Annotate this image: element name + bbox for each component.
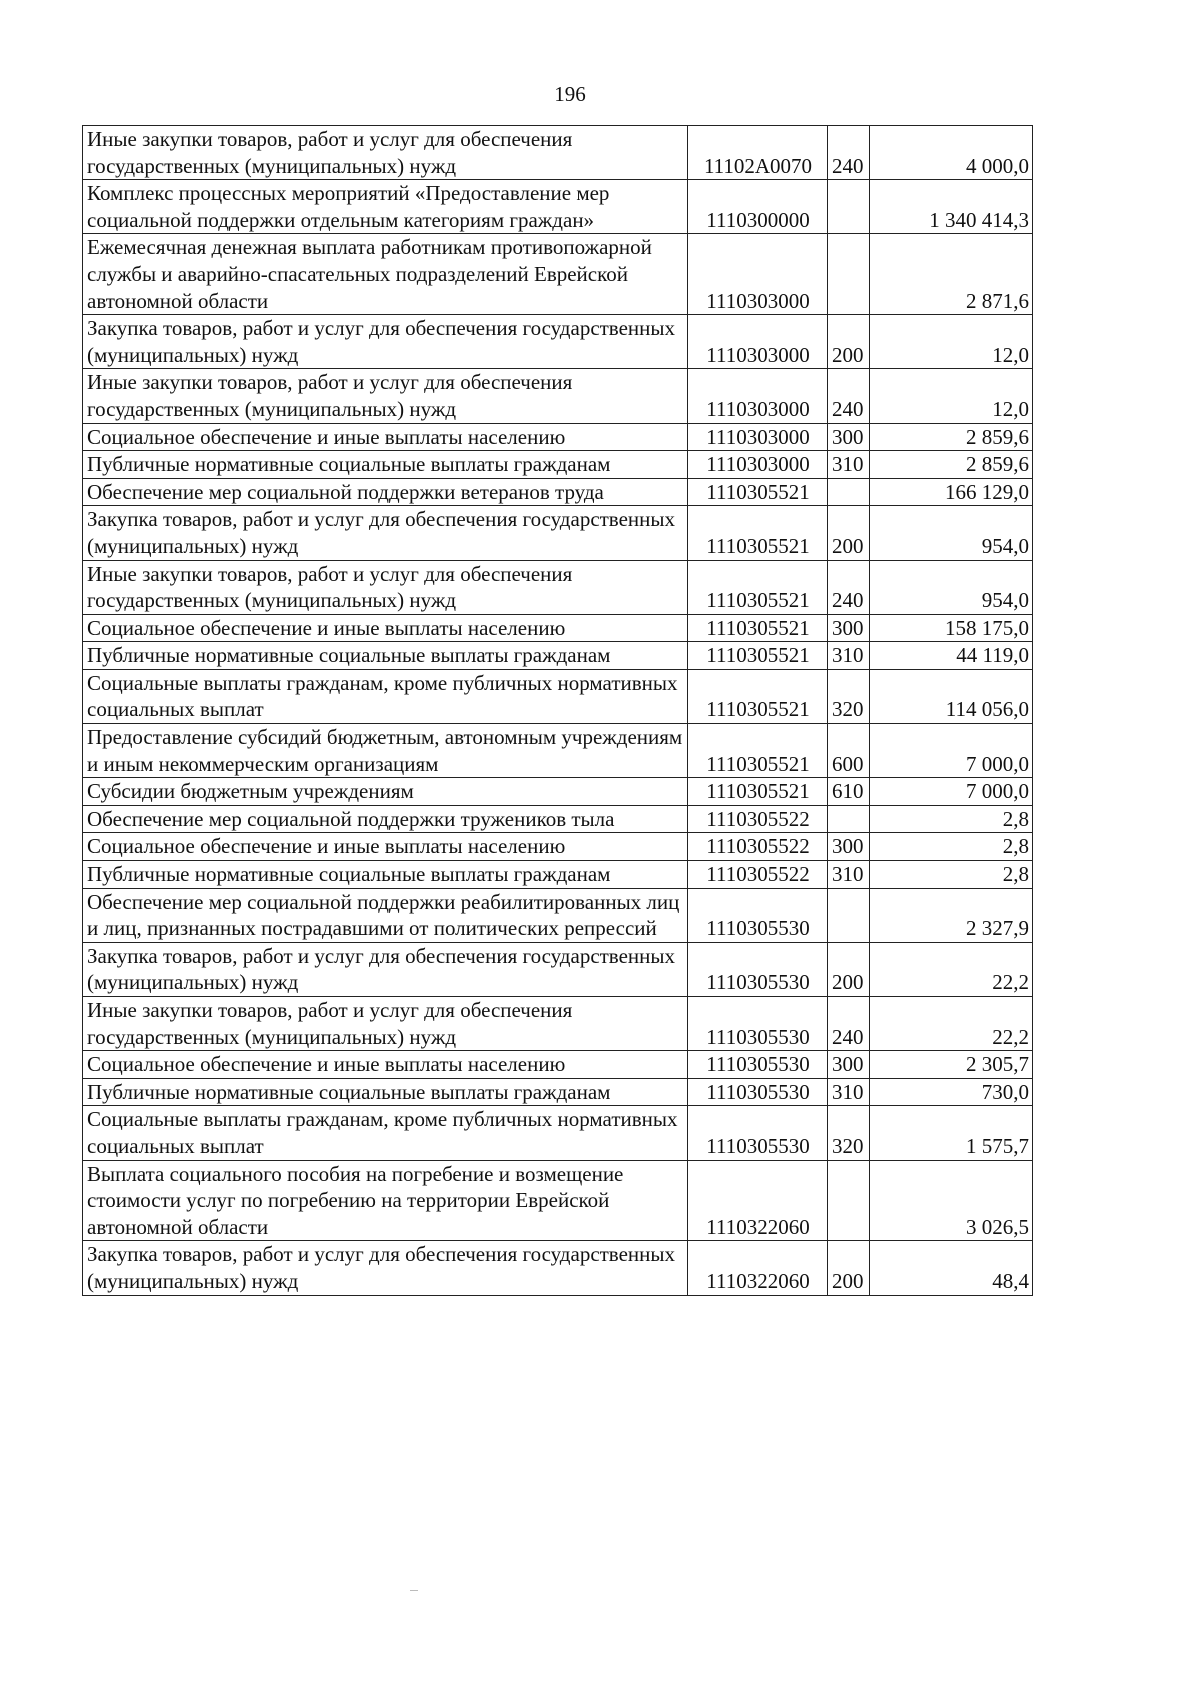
row-code-cell: 1110305521 — [688, 669, 828, 723]
row-code-cell: 1110305521 — [688, 778, 828, 806]
table-row — [83, 451, 1033, 479]
table-row — [83, 833, 1033, 861]
row-code-cell: 1110303000 — [688, 451, 828, 479]
row-amount-cell: 2,8 — [870, 833, 1033, 861]
row-amount-cell: 114 056,0 — [870, 669, 1033, 723]
row-amount-cell: 7 000,0 — [870, 778, 1033, 806]
row-name-cell: Предоставление субсидий бюджетным, автономным учреждениям и иным некоммерческим организациям — [83, 724, 688, 778]
row-code-cell: 1110305521 — [688, 642, 828, 670]
table-row — [83, 778, 1033, 806]
row-type-cell: 300 — [828, 833, 870, 861]
row-name-cell: Закупка товаров, работ и услуг для обеспечения государственных (муниципальных) нужд — [83, 942, 688, 996]
row-type-cell: 200 — [828, 942, 870, 996]
table-row — [83, 180, 1033, 234]
row-name-cell: Публичные нормативные социальные выплаты гражданам — [83, 861, 688, 889]
row-code-cell: 1110322060 — [688, 1160, 828, 1241]
row-type-cell: 240 — [828, 369, 870, 423]
table-row — [83, 724, 1033, 778]
row-code-cell: 11102А0070 — [688, 126, 828, 180]
row-code-cell: 1110305521 — [688, 724, 828, 778]
row-amount-cell: 2 327,9 — [870, 888, 1033, 942]
table-row — [83, 126, 1033, 180]
row-code-cell: 1110305521 — [688, 478, 828, 506]
table-row — [83, 861, 1033, 889]
table-row — [83, 805, 1033, 833]
row-amount-cell: 158 175,0 — [870, 614, 1033, 642]
row-type-cell: 300 — [828, 1051, 870, 1079]
scan-mark — [410, 1590, 418, 1591]
row-name-cell: Комплекс процессных мероприятий «Предоставление мер социальной поддержки отдельным категориям граждан» — [83, 180, 688, 234]
table-row — [83, 669, 1033, 723]
row-code-cell: 1110305522 — [688, 833, 828, 861]
row-name-cell: Обеспечение мер социальной поддержки тружеников тыла — [83, 805, 688, 833]
table-row — [83, 614, 1033, 642]
row-amount-cell: 730,0 — [870, 1078, 1033, 1106]
row-code-cell: 1110305522 — [688, 861, 828, 889]
table-row — [83, 1160, 1033, 1241]
row-code-cell: 1110300000 — [688, 180, 828, 234]
table-row — [83, 369, 1033, 423]
row-type-cell: 300 — [828, 614, 870, 642]
row-type-cell: 310 — [828, 861, 870, 889]
table-row — [83, 942, 1033, 996]
row-code-cell: 1110303000 — [688, 369, 828, 423]
table-body — [83, 126, 1033, 1296]
row-name-cell: Выплата социального пособия на погребение и возмещение стоимости услуг по погребению на территории Еврейской автономной области — [83, 1160, 688, 1241]
row-name-cell: Социальное обеспечение и иные выплаты населению — [83, 833, 688, 861]
row-amount-cell: 954,0 — [870, 506, 1033, 560]
row-type-cell: 200 — [828, 315, 870, 369]
row-name-cell: Публичные нормативные социальные выплаты гражданам — [83, 1078, 688, 1106]
table-row — [83, 888, 1033, 942]
row-code-cell: 1110305522 — [688, 805, 828, 833]
row-code-cell: 1110303000 — [688, 423, 828, 451]
row-type-cell: 310 — [828, 451, 870, 479]
row-name-cell: Иные закупки товаров, работ и услуг для обеспечения государственных (муниципальных) нужд — [83, 560, 688, 614]
row-amount-cell: 2,8 — [870, 805, 1033, 833]
row-amount-cell: 3 026,5 — [870, 1160, 1033, 1241]
row-type-cell — [828, 888, 870, 942]
row-name-cell: Публичные нормативные социальные выплаты гражданам — [83, 642, 688, 670]
row-amount-cell: 48,4 — [870, 1241, 1033, 1295]
page-number: 196 — [554, 82, 586, 106]
row-code-cell: 1110305530 — [688, 997, 828, 1051]
row-type-cell: 200 — [828, 506, 870, 560]
row-amount-cell: 166 129,0 — [870, 478, 1033, 506]
table-row — [83, 997, 1033, 1051]
row-name-cell: Социальное обеспечение и иные выплаты населению — [83, 614, 688, 642]
row-name-cell: Ежемесячная денежная выплата работникам противопожарной службы и аварийно-спасательных подразделений Еврейской автономной области — [83, 234, 688, 315]
table-row — [83, 423, 1033, 451]
row-type-cell: 310 — [828, 642, 870, 670]
budget-table — [82, 125, 1033, 1296]
table-row — [83, 1241, 1033, 1295]
row-name-cell: Обеспечение мер социальной поддержки реабилитированных лиц и лиц, признанных пострадавшими от политических репрессий — [83, 888, 688, 942]
row-type-cell: 310 — [828, 1078, 870, 1106]
row-type-cell: 600 — [828, 724, 870, 778]
row-name-cell: Социальные выплаты гражданам, кроме публичных нормативных социальных выплат — [83, 1106, 688, 1160]
table-row — [83, 234, 1033, 315]
row-type-cell — [828, 805, 870, 833]
row-code-cell: 1110305530 — [688, 888, 828, 942]
row-type-cell — [828, 1160, 870, 1241]
row-code-cell: 1110303000 — [688, 234, 828, 315]
row-name-cell: Социальное обеспечение и иные выплаты населению — [83, 423, 688, 451]
row-type-cell: 300 — [828, 423, 870, 451]
table-row — [83, 315, 1033, 369]
row-type-cell: 240 — [828, 997, 870, 1051]
row-type-cell: 240 — [828, 126, 870, 180]
row-amount-cell: 22,2 — [870, 997, 1033, 1051]
row-amount-cell: 12,0 — [870, 369, 1033, 423]
row-name-cell: Иные закупки товаров, работ и услуг для обеспечения государственных (муниципальных) нужд — [83, 369, 688, 423]
table-row — [83, 1106, 1033, 1160]
row-type-cell — [828, 478, 870, 506]
row-code-cell: 1110305521 — [688, 614, 828, 642]
row-amount-cell: 1 340 414,3 — [870, 180, 1033, 234]
row-amount-cell: 954,0 — [870, 560, 1033, 614]
row-code-cell: 1110305521 — [688, 506, 828, 560]
row-code-cell: 1110305530 — [688, 1106, 828, 1160]
row-amount-cell: 1 575,7 — [870, 1106, 1033, 1160]
row-name-cell: Закупка товаров, работ и услуг для обеспечения государственных (муниципальных) нужд — [83, 315, 688, 369]
row-name-cell: Субсидии бюджетным учреждениям — [83, 778, 688, 806]
row-type-cell: 320 — [828, 669, 870, 723]
table-row — [83, 478, 1033, 506]
row-name-cell: Закупка товаров, работ и услуг для обеспечения государственных (муниципальных) нужд — [83, 1241, 688, 1295]
row-amount-cell: 2,8 — [870, 861, 1033, 889]
row-name-cell: Закупка товаров, работ и услуг для обеспечения государственных (муниципальных) нужд — [83, 506, 688, 560]
row-code-cell: 1110305530 — [688, 1051, 828, 1079]
row-type-cell — [828, 180, 870, 234]
row-type-cell — [828, 234, 870, 315]
row-amount-cell: 22,2 — [870, 942, 1033, 996]
row-code-cell: 1110322060 — [688, 1241, 828, 1295]
row-name-cell: Иные закупки товаров, работ и услуг для обеспечения государственных (муниципальных) нужд — [83, 126, 688, 180]
row-name-cell: Социальные выплаты гражданам, кроме публичных нормативных социальных выплат — [83, 669, 688, 723]
row-type-cell: 200 — [828, 1241, 870, 1295]
row-type-cell: 240 — [828, 560, 870, 614]
row-amount-cell: 2 871,6 — [870, 234, 1033, 315]
row-amount-cell: 4 000,0 — [870, 126, 1033, 180]
row-code-cell: 1110305521 — [688, 560, 828, 614]
row-name-cell: Социальное обеспечение и иные выплаты населению — [83, 1051, 688, 1079]
row-amount-cell: 2 305,7 — [870, 1051, 1033, 1079]
table-row — [83, 642, 1033, 670]
row-type-cell: 320 — [828, 1106, 870, 1160]
row-name-cell: Публичные нормативные социальные выплаты гражданам — [83, 451, 688, 479]
row-type-cell: 610 — [828, 778, 870, 806]
row-name-cell: Иные закупки товаров, работ и услуг для обеспечения государственных (муниципальных) нужд — [83, 997, 688, 1051]
row-amount-cell: 44 119,0 — [870, 642, 1033, 670]
row-code-cell: 1110305530 — [688, 942, 828, 996]
table-row — [83, 560, 1033, 614]
row-code-cell: 1110303000 — [688, 315, 828, 369]
table-row — [83, 1078, 1033, 1106]
row-name-cell: Обеспечение мер социальной поддержки ветеранов труда — [83, 478, 688, 506]
table-row — [83, 506, 1033, 560]
row-amount-cell: 2 859,6 — [870, 423, 1033, 451]
row-amount-cell: 2 859,6 — [870, 451, 1033, 479]
table-row — [83, 1051, 1033, 1079]
row-code-cell: 1110305530 — [688, 1078, 828, 1106]
row-amount-cell: 12,0 — [870, 315, 1033, 369]
row-amount-cell: 7 000,0 — [870, 724, 1033, 778]
